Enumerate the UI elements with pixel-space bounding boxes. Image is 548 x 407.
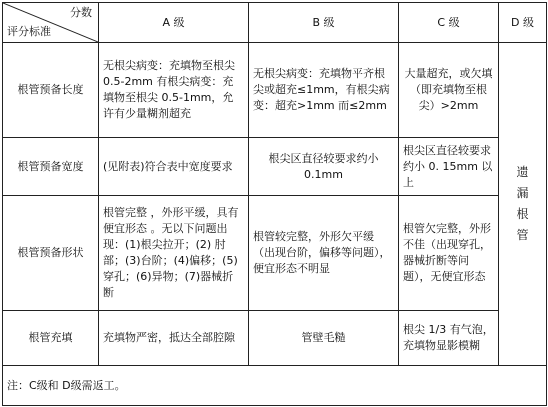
note-row bbox=[3, 366, 547, 406]
cell-shape-b: 根管较完整，外形欠平缓（出现台阶，偏移等问题），便宜形态不明显 bbox=[249, 196, 399, 311]
cell-width-b: 根尖区直径较要求约小 0.1mm bbox=[249, 138, 399, 196]
table-note: 注：C级和 D级需返工。 bbox=[3, 366, 547, 406]
cell-shape-c: 根管欠完整，外形不佳（出现穿孔，器械折断等问题），无便宜形态 bbox=[399, 196, 499, 311]
cell-length-c: 大量超充，或欠填（即充填物至根尖）>2mm bbox=[399, 43, 499, 138]
header-row bbox=[3, 3, 547, 43]
header-grade-d: D 级 bbox=[499, 3, 547, 43]
row-label-filling: 根管充填 bbox=[3, 311, 99, 366]
corner-header-cell bbox=[3, 3, 99, 43]
row-label-length: 根管预备长度 bbox=[3, 43, 99, 138]
cell-filling-a: 充填物严密，抵达全部腔隙 bbox=[99, 311, 249, 366]
cell-width-a: (见附表)符合表中宽度要求 bbox=[99, 138, 249, 196]
cell-grade-d-merged bbox=[499, 43, 547, 366]
header-grade-b: B 级 bbox=[249, 3, 399, 43]
corner-label-score: 分数 bbox=[70, 6, 92, 19]
grade-d-text: 遗漏根管 bbox=[516, 165, 529, 242]
cell-width-c: 根尖区直径较要求约小 0. 15mm 以上 bbox=[399, 138, 499, 196]
header-grade-a: A 级 bbox=[99, 3, 249, 43]
cell-length-a: 无根尖病变：充填物至根尖 0.5-2mm 有根尖病变：充填物至根尖 0.5-1mm，允许有少量糊剂超充 bbox=[99, 43, 249, 138]
cell-shape-a: 根管完整 ，外形平缓，具有便宜形态 。无以下问题出现：(1)根尖拉开；(2) 肘部；(3)台阶；(4)偏移；(5)穿孔；(6)异物；(7)器械折断 bbox=[99, 196, 249, 311]
header-grade-c: C 级 bbox=[399, 3, 499, 43]
grading-table bbox=[2, 2, 547, 406]
row-label-shape: 根管预备形状 bbox=[3, 196, 99, 311]
table-row bbox=[3, 138, 547, 196]
corner-label-criteria: 评分标准 bbox=[7, 25, 51, 38]
cell-filling-c: 根尖 1/3 有气泡，充填物显影模糊 bbox=[399, 311, 499, 366]
table-row bbox=[3, 311, 547, 366]
cell-length-b: 无根尖病变：充填物平齐根尖或超充≤1mm，有根尖病变：超充>1mm 而≤2mm bbox=[249, 43, 399, 138]
table-row bbox=[3, 43, 547, 138]
table-row bbox=[3, 196, 547, 311]
cell-filling-b: 管壁毛糙 bbox=[249, 311, 399, 366]
row-label-width: 根管预备宽度 bbox=[3, 138, 99, 196]
